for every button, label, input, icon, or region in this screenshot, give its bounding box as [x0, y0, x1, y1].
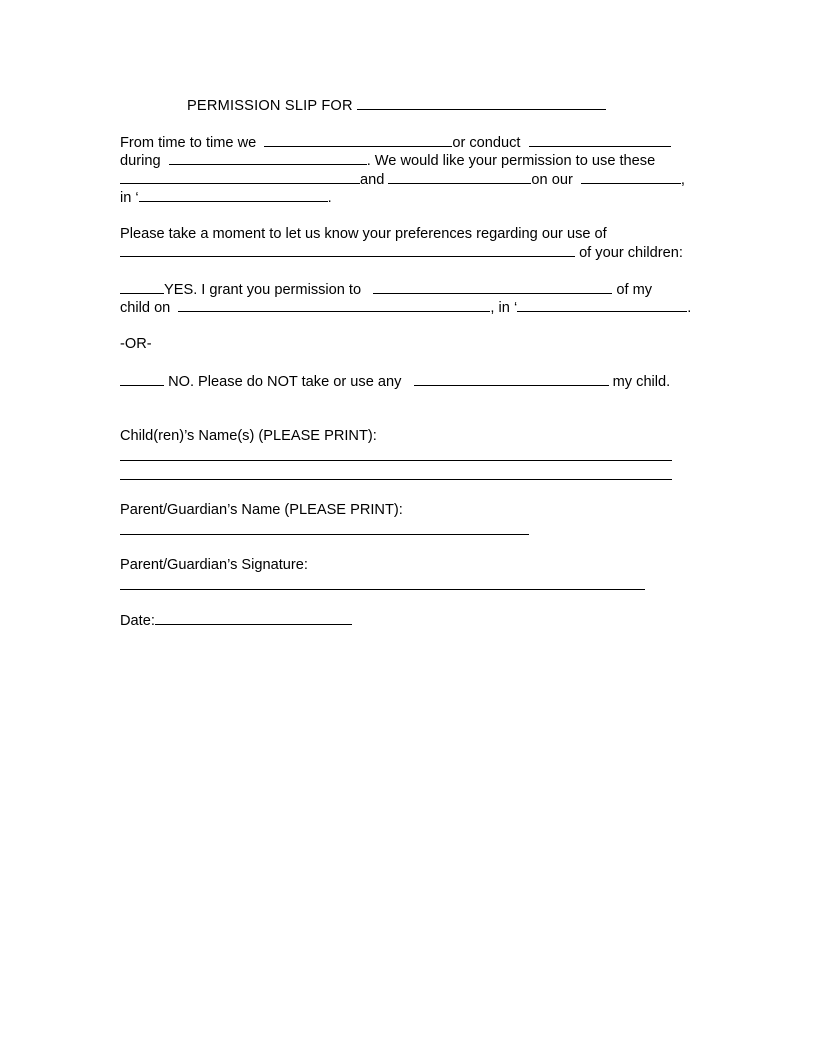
yes-period-text: . [687, 300, 692, 316]
blank-no[interactable] [414, 372, 609, 386]
no-line [120, 372, 670, 391]
of-my-text: of my [616, 282, 653, 298]
yes-checkbox-blank[interactable] [120, 280, 164, 294]
date-blank[interactable] [155, 611, 352, 625]
yes-line1 [120, 280, 652, 299]
comma-text: , [680, 172, 685, 188]
of-children-text: of your children: [579, 245, 683, 261]
blank-use-these[interactable] [120, 170, 360, 184]
parent-signature-line[interactable] [120, 589, 645, 590]
page-title [187, 96, 606, 115]
paragraph1-line1 [120, 133, 671, 152]
period-text: . [327, 190, 332, 206]
from-time-text: From time to time we [120, 135, 257, 151]
yes-in-text: , in ‘ [490, 300, 518, 316]
or-conduct-text: or conduct [452, 135, 521, 151]
date-row [120, 611, 352, 630]
paragraph1-line3 [120, 170, 685, 189]
blank-on-our[interactable] [581, 170, 681, 184]
on-our-text: on our [531, 172, 573, 188]
date-label: Date: [120, 613, 155, 629]
no-text: NO. Please do NOT take or use any [168, 374, 402, 390]
child-on-text: child on [120, 300, 171, 316]
blank-and[interactable] [388, 170, 531, 184]
paragraph2-line2 [120, 243, 683, 262]
parent-name-line[interactable] [120, 534, 529, 535]
yes-grant-text: YES. I grant you permission to [164, 282, 362, 298]
parent-signature-label: Parent/Guardian’s Signature: [120, 557, 308, 573]
blank-during[interactable] [169, 151, 367, 165]
title-blank[interactable] [357, 96, 606, 110]
blank-conduct[interactable] [529, 133, 671, 147]
blank-yes-in[interactable] [517, 298, 687, 312]
children-names-label: Child(ren)’s Name(s) (PLEASE PRINT): [120, 428, 377, 444]
in-text: in ‘ [120, 190, 139, 206]
children-name-line-1[interactable] [120, 460, 672, 461]
yes-line2 [120, 298, 691, 317]
children-name-line-2[interactable] [120, 479, 672, 480]
blank-preferences[interactable] [120, 243, 575, 257]
or-separator: -OR- [120, 336, 152, 352]
blank-grant[interactable] [373, 280, 612, 294]
would-like-text: . We would like your permission to use these [366, 153, 656, 169]
blank-activity[interactable] [264, 133, 452, 147]
my-child-text: my child. [612, 374, 671, 390]
paragraph2-line1: Please take a moment to let us know your preferences regarding our use of [120, 226, 607, 242]
title-text: PERMISSION SLIP FOR [187, 98, 353, 114]
and-text: and [360, 172, 385, 188]
blank-child-on[interactable] [178, 298, 490, 312]
no-checkbox-blank[interactable] [120, 372, 164, 386]
during-text: during [120, 153, 161, 169]
blank-in[interactable] [139, 188, 328, 202]
paragraph1-line2 [120, 151, 655, 170]
parent-name-label: Parent/Guardian’s Name (PLEASE PRINT): [120, 502, 403, 518]
paragraph1-line4 [120, 188, 332, 207]
